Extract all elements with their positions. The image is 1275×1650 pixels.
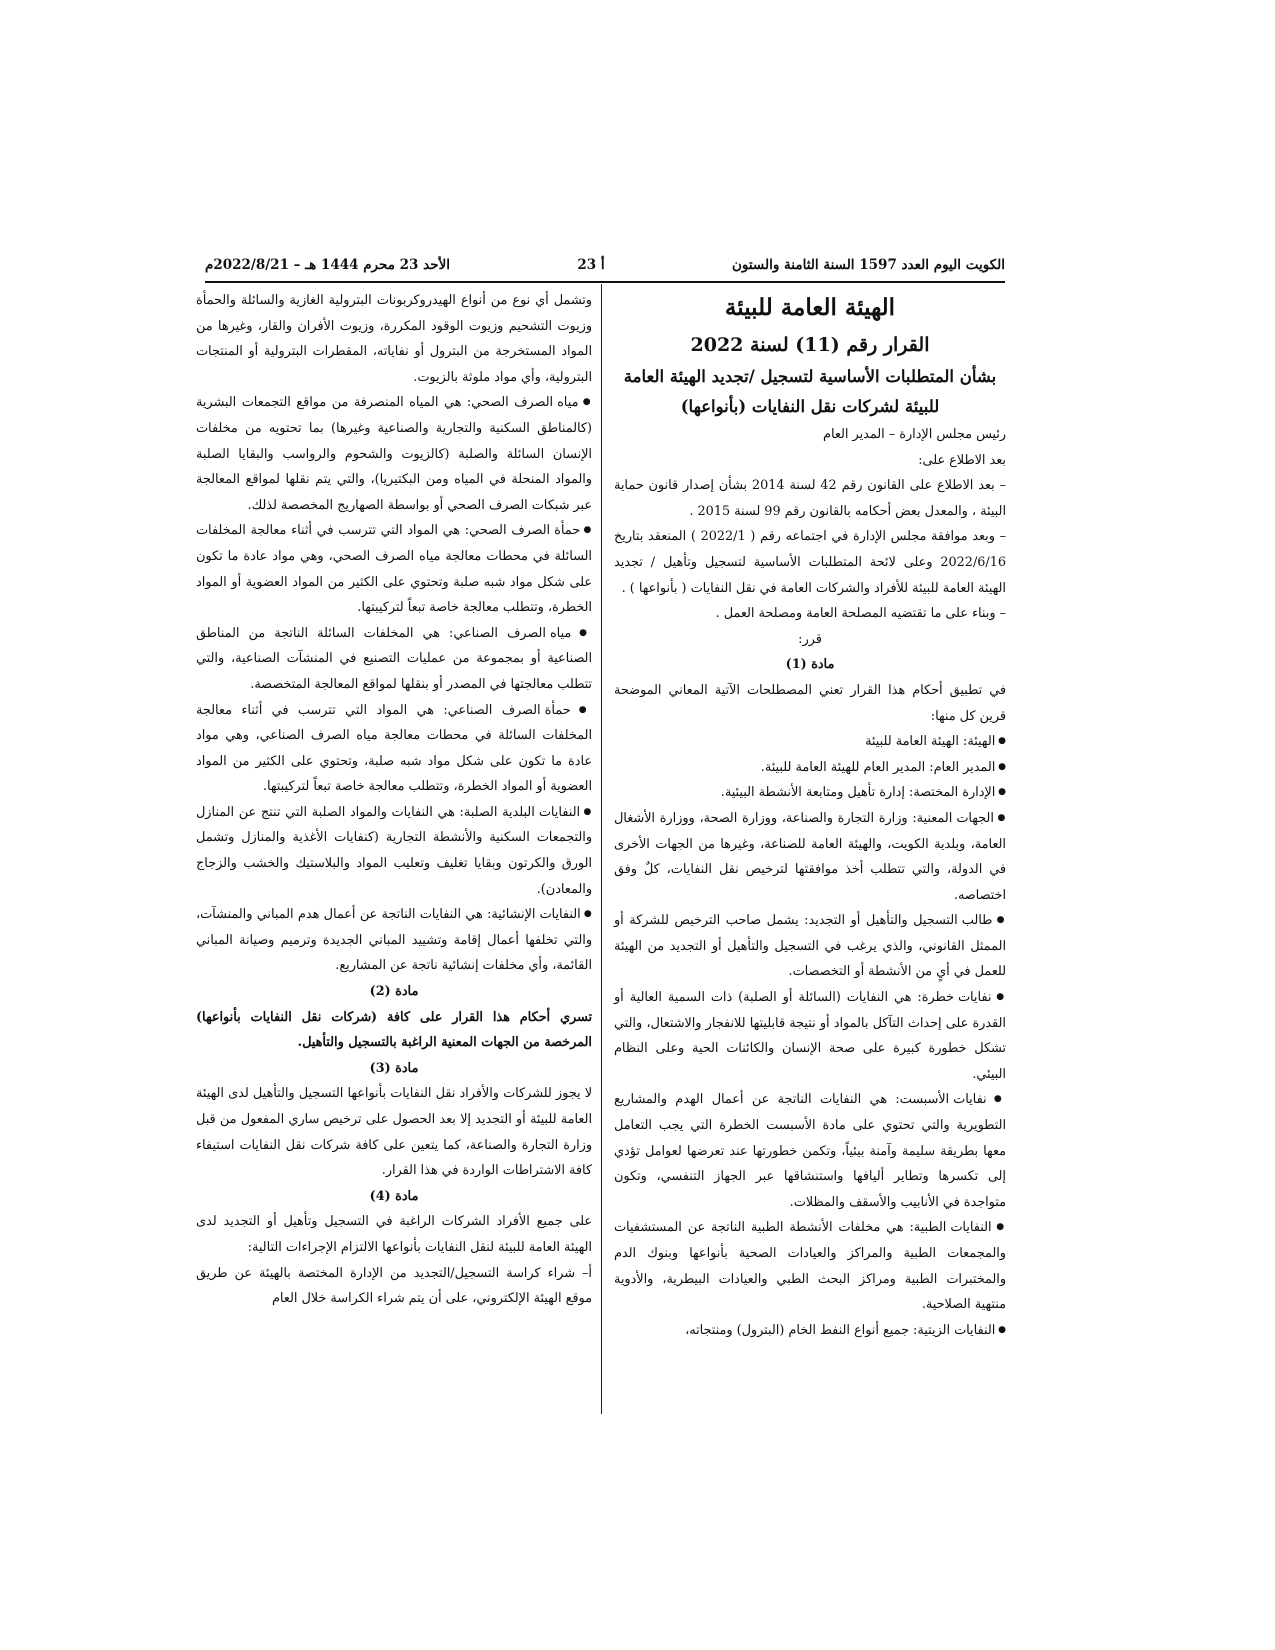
definition-item: ● الجهات المعنية: وزارة التجارة والصناعة، ووزارة الصحة، ووزارة الأشغال العامة، وبلدية الكويت، والهيئة العامة للصناعة، وغيرها من الجهات الأخرى في الدولة، والتي تتطلب أخذ موافقتها لترخيص نقل النفايات، كلٌ وفق اختصاصه. [614,806,1006,908]
article-3-heading: مادة (3) [369,1060,419,1076]
procedure-a: أ– شراء كراسة التسجيل/التجديد من الإدارة المختصة بالهيئة عن طريق موقع الهيئة الإلكتروني، على أن يتم شراء الكراسة خلال العام [196,1265,592,1307]
definition-item: ● مياه الصرف الصحي: هي المياه المنصرفة من مواقع التجمعات البشرية (كالمناطق السكنية والتجارية والصناعية وغيرها) بما تحتويه من مخلفات الإنسان السائلة والصلبة (كالزيوت والشحوم والرواسب والبقايا الصلبة والمواد المنحلة في المياه ومن البكتيريا)، والتي يتم نقلها لمواقع المعالجة عبر شبكات الصرف الصحي أو بواسطة الصهاريج المخصصة لذلك. [196,390,592,518]
definition-item: ● مياه الصرف الصناعي: هي المخلفات السائلة الناتجة من المناطق الصناعية أو بمجموعة من عمليات التصنيع في المنشآت الصناعية، والتي تتطلب معالجتها في المصدر أو بنقلها لمواقع المعالجة المتخصصة. [196,621,592,698]
definition-item: ● الهيئة: الهيئة العامة للبيئة [614,729,1006,755]
article-1-heading: مادة (1) [785,657,835,673]
definition-item: ● طالب التسجيل والتأهيل أو التجديد: يشمل صاحب الترخيص للشركة أو الممثل القانوني، والذي يرغب في التسجيل والتأهيل أو التجديد من الهيئة للعمل في أيٍ من الأنشطة أو التخصصات. [614,908,1006,985]
page-header [205,248,1005,282]
after-review: بعد الاطلاع على: [918,452,1006,468]
definition-item: ● النفايات الطبية: هي مخلفات الأنشطة الطبية الناتجة عن المستشفيات والمجمعات الطبية والمراكز والعيادات الصحية بأنواعها وبنوك الدم والمختبرات الطبية ومراكز البحث الطبي والعيادات البيطرية، والأدوية منتهية الصلاحية. [614,1215,1006,1317]
org-title: الهيئة العامة للبيئة [724,294,896,321]
preamble-1: – بعد الاطلاع على القانون رقم 42 لسنة 2014 بشأن إصدار قانون حماية البيئة ، والمعدل بعض أحكامه بالقانون رقم 99 لسنة 2015 . [614,478,1006,519]
preamble-2: – وبعد موافقة مجلس الإدارة في اجتماعه رقم ( 2022/1 ) المنعقد بتاريخ 2022/6/16 وعلى لائحة المتطلبات الأساسية لتسجيل وتأهيل / تجديد الهيئة العامة للبيئة للأفراد والشركات العامة في نقل النفايات ( بأنواعها ) . [614,529,1006,596]
signer: رئيس مجلس الإدارة – المدير العام [823,427,1006,442]
left-column [196,288,592,1312]
definition-item: ● حمأة الصرف الصحي: هي المواد التي تترسب في أثناء معالجة المخلفات السائلة في محطات معالجة مياه الصرف الصحي، وهي مواد عادة ما تكون على شكل مواد شبه صلبة وتحتوي على الكثير من المواد العضوية أو المواد الخطرة، وتتطلب معالجة خاصة تبعاً لتركيبتها. [196,518,592,620]
decided-label: قرر: [798,631,822,647]
header-rule [205,281,1005,283]
header-page-number: أ 23 [577,257,605,273]
definition-item: ● نفايات الأسبست: هي النفايات الناتجة عن أعمال الهدم والمشاريع التطويرية والتي تحتوي على مادة الأسبست الخطرة التي يجب التعامل معها بطريقة سليمة وآمنة بيئياً، وتكمن خطورتها عند تعرضها لعوامل تؤدي إلى تكسرها وتطاير أليافها واستنشاقها عبر الجهاز التنفسي، وتكون متواجدة في الأنابيب والأسقف والمظلات. [614,1087,1006,1215]
header-date: الأحد 23 محرم 1444 هـ – 2022/8/21م [205,257,451,273]
article-1-intro: في تطبيق أحكام هذا القرار تعني المصطلحات الآتية المعاني الموضحة قرين كل منها: [614,682,1006,724]
definition-item: ● النفايات الإنشائية: هي النفايات الناتجة عن أعمال هدم المباني والمنشآت، والتي تخلفها أعمال إقامة وتشييد المباني الجديدة وترميم وصيانة المباني القائمة، وأي مخلفات إنشائية ناتجة عن المشاريع. [196,902,592,979]
article-4-text: على جميع الأفراد الشركات الراغبة في التسجيل وتأهيل أو التجديد لدى الهيئة العامة للبيئة لنقل النفايات بأنواعها الالتزام الإجراءات التالية: [196,1214,592,1255]
article-4-heading: مادة (4) [369,1188,419,1204]
definition-item: ● نفايات خطرة: هي النفايات (السائلة أو الصلبة) ذات السمية العالية أو القدرة على إحداث التآكل بالمواد أو نتيجة قابليتها للانفجار والاشتعال، والتي تشكل خطورة كبيرة على صحة الإنسان والكائنات الحية وعلى النظام البيئي. [614,985,1006,1087]
definition-item: ● النفايات الزيتية: جميع أنواع النفط الخام (البترول) ومنتجاته، [614,1318,1006,1344]
article-2-text: تسري أحكام هذا القرار على كافة (شركات نقل النفايات بأنواعها) المرخصة من الجهات المعنية الراغبة بالتسجيل والتأهيل. [196,1009,592,1051]
article-2-heading: مادة (2) [369,984,419,1000]
definition-item: ● المدير العام: المدير العام للهيئة العامة للبيئة. [614,755,1006,781]
definition-item: ● النفايات البلدية الصلبة: هي النفايات والمواد الصلبة التي تنتج عن المنازل والتجمعات السكنية والأنشطة التجارية (كنفايات الأغذية والمنازل وتشمل الورق والكرتون وبقايا تغليف وتعليب المواد والبلاستيك والخشب والزجاج والمعادن). [196,800,592,902]
right-column [614,288,1006,1343]
definition-item: ● حمأة الصرف الصناعي: هي المواد التي تترسب في أثناء معالجة المخلفات السائلة في محطات معالجة مياه الصرف الصناعي، وهي مواد عادة ما تكون على شكل مواد شبه صلبة، وتحتوي على الكثير من المواد العضوية أو المواد الخطرة، وتتطلب معالجة خاصة تبعاً لتركيبتها. [196,698,592,800]
header-issue: الكويت اليوم العدد 1597 السنة الثامنة والستون [731,257,1005,273]
preamble-3: – وبناء على ما تقتضيه المصلحة العامة ومصلحة العمل . [715,606,1006,622]
definition-item: ● الإدارة المختصة: إدارة تأهيل ومتابعة الأنشطة البيئية. [614,780,1006,806]
oil-waste-continuation: وتشمل أي نوع من أنواع الهيدروكربونات البترولية الغازية والسائلة والحمأة وزيوت التشحيم وزيوت الوقود المكررة، وزيوت الأفران والقار، وغيرها من المواد المستخرجة من البترول أو نفاياته، المقطرات البترولية أو المنتجات البترولية، وأي مواد ملوثة بالزيوت. [196,293,592,385]
decision-subject: بشأن المتطلبات الأساسية لتسجيل /تجديد الهيئة العامة للبيئة لشركات نقل النفايات (بأنواعها) [623,367,997,416]
column-divider [601,284,602,1414]
decision-title: القرار رقم (11) لسنة 2022 [690,334,930,356]
article-3-text: لا يجوز للشركات والأفراد نقل النفايات بأنواعها التسجيل والتأهيل لدى الهيئة العامة للبيئة أو التجديد إلا بعد الحصول على ترخيص ساري المفعول من قبل وزارة التجارة والصناعة، كما يتعين على كافة شركات نقل النفايات استيفاء كافة الاشتراطات الواردة في هذا القرار. [196,1086,592,1179]
